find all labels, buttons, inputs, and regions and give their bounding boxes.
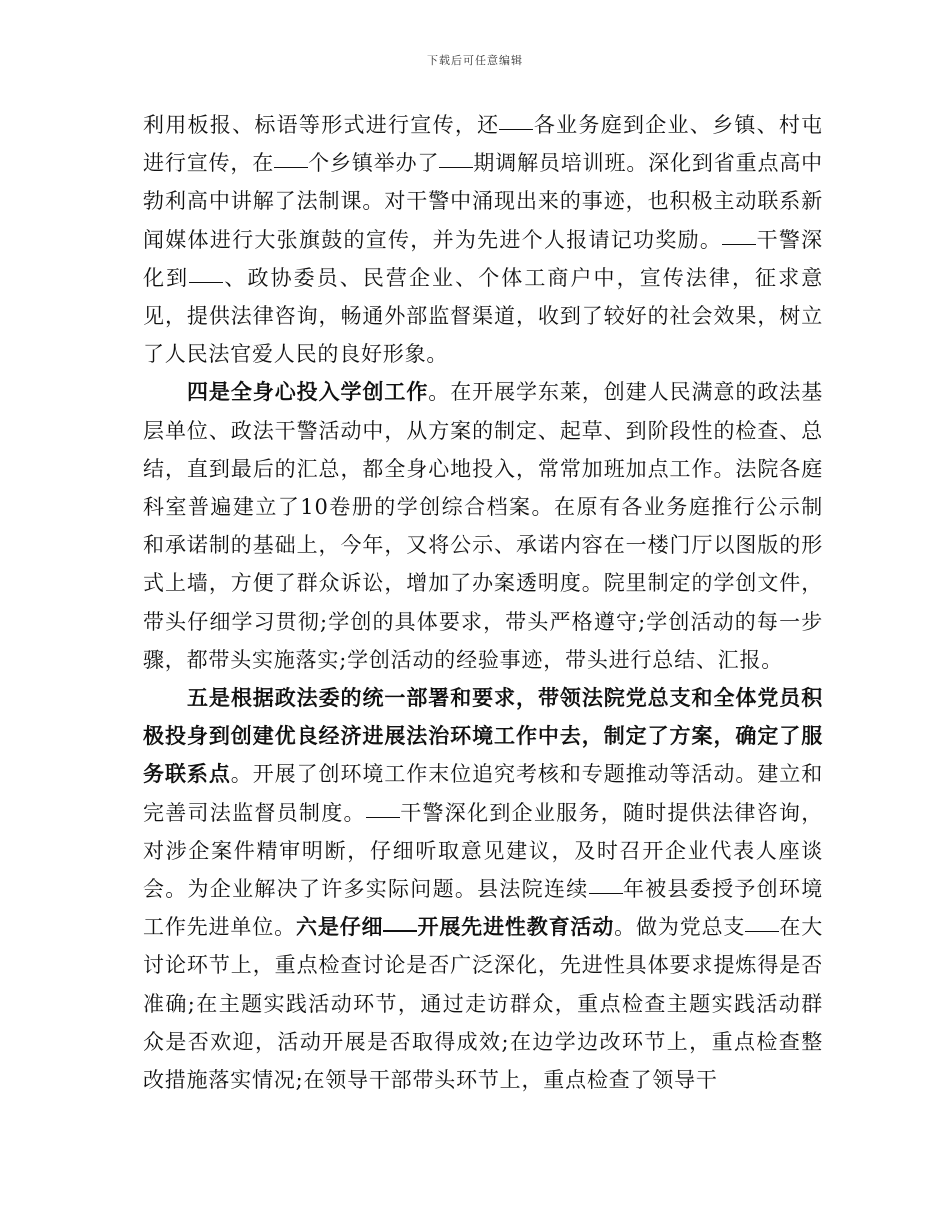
text-run: 年被县委授予创环境工作先进单位。: [143, 877, 823, 940]
page-header: 下载后可任意编辑: [427, 54, 523, 67]
text-run: 。做为党总支: [614, 915, 746, 940]
text-run: 个乡镇举办了: [308, 151, 440, 176]
text-run: 、政协委员、民营企业、个体工商户中，宣传法律，征求意见，提供法律咨询，畅通外部监督渠道，收到了较好的社会效果，树立了人民法官爱人民的良好形象。: [143, 265, 823, 367]
paragraph-1: [143, 106, 823, 373]
fill-blank: [383, 929, 417, 932]
text-run: 各业务庭到企业、乡镇、村屯进行宣传，在: [143, 113, 823, 176]
section-heading-6: 六是仔细: [295, 914, 384, 940]
fill-blank: [189, 281, 223, 283]
section-heading-6-cont: 开展先进性教育活动: [417, 914, 615, 940]
text-run: 期调解员培训班。深化到省重点高中勃利高中讲解了法制课。对干警中涌现出来的事迹，也积极主动联系新闻媒体进行大张旗鼓的宣传，并为先进个人报请记功奖励。: [143, 151, 823, 252]
text-run: 干警深化到: [143, 227, 823, 290]
fill-blank: [274, 166, 308, 168]
fill-blank: [722, 243, 756, 245]
text-run: 干警深化到企业服务，随时提供法律咨询，对涉企案件精审明断，仔细听取意见建议，及时召开企业代表人座谈会。为企业解决了许多实际问题。县法院连续: [143, 800, 824, 902]
section-heading-5: 五是根据政法委的统一部署和要求，带领法院党总支和全体党员积极投身到创建优良经济进展法治环境工作中去，制定了方案，确定了服务联系点: [143, 685, 823, 787]
paragraph-3: [143, 679, 823, 1099]
fill-blank: [745, 930, 779, 932]
paragraph-2: [143, 373, 823, 679]
text-run: 。在开展学东莱，创建人民满意的政法基层单位、政法干警活动中，从方案的制定、起草、到阶段性的检查、总结，直到最后的汇总，都全身心地投入，常常加班加点工作。法院各庭科室普遍建立了10卷册的学创综合档案。在原有各业务庭推行公示制和承诺制的基础上，今年，又将公示、承诺内容在一楼门厅以图版的形式上墙，方便了群众诉讼，增加了办案透明度。院里制定的学创文件，带头仔细学习贯彻;学创的具体要求，带头严格遵守;学创活动的每一步骤，都带头实施落实;学创活动的经验事迹，带头进行总结、汇报。: [143, 380, 823, 672]
document-body: [143, 106, 823, 1099]
fill-blank: [366, 816, 400, 818]
text-run: 利用板报、标语等形式进行宣传，还: [143, 113, 500, 137]
fill-blank: [439, 166, 473, 168]
section-heading-4: 四是全身心投入学创工作: [187, 379, 429, 405]
text-run: 。开展了创环境工作末位追究考核和专题推动等活动。建立和完善司法监督员制度。: [143, 762, 823, 825]
fill-blank: [589, 892, 623, 894]
text-run: 在大讨论环节上，重点检查讨论是否广泛深化，先进性具体要求提炼得是否准确;在主题实践活动环节，通过走访群众，重点检查主题实践活动群众是否欢迎，活动开展是否取得成效;在边学边改环节上，重点检查整改措施落实情况;在领导干部带头环节上，重点检查了领导干: [143, 915, 823, 1093]
fill-blank: [499, 128, 533, 130]
